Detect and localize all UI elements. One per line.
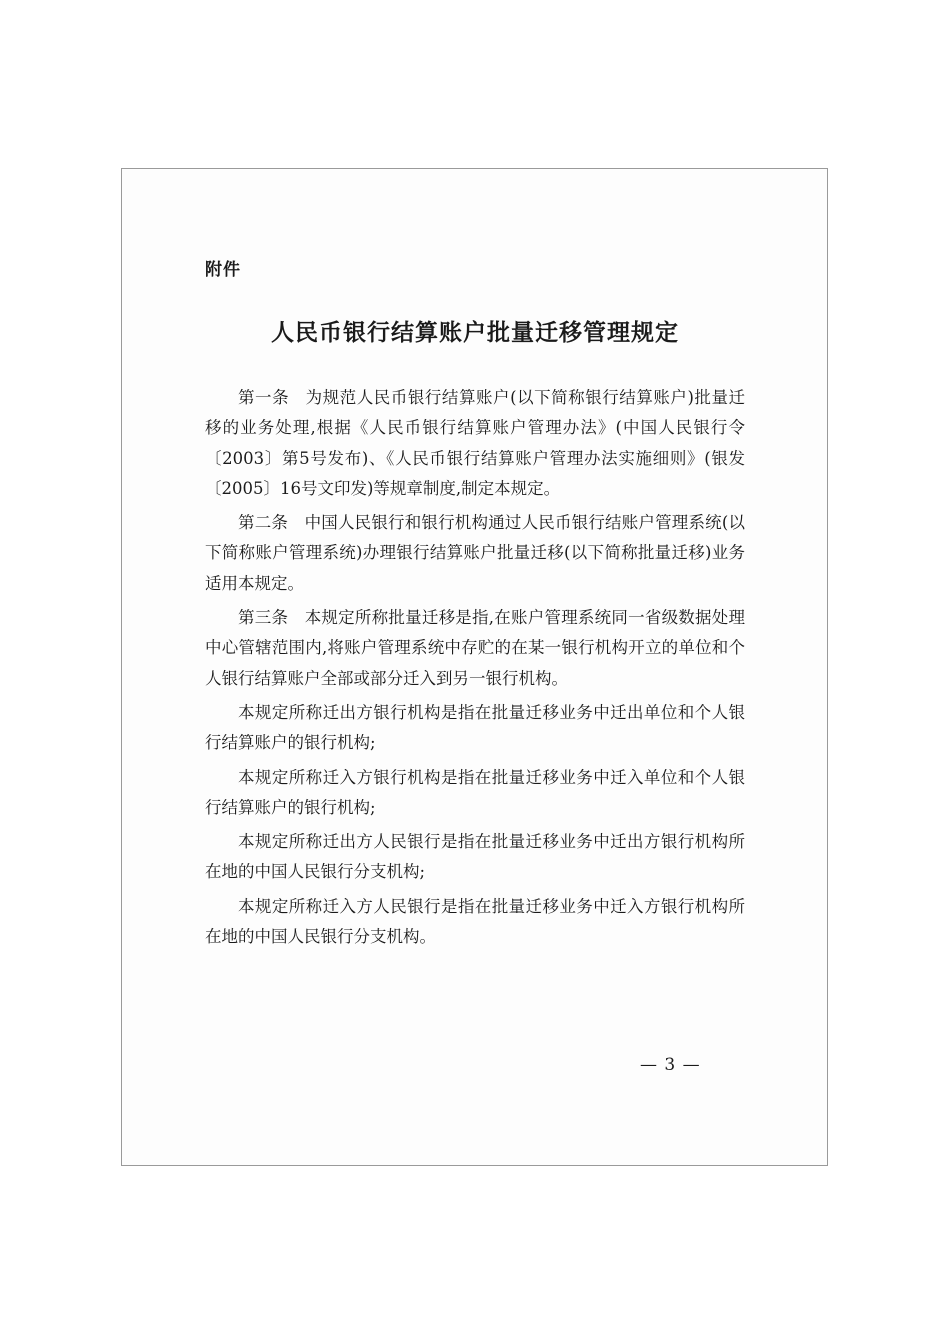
paragraph: [205, 508, 745, 599]
paragraph-text: 本规定所称迁出方银行机构是指在批量迁移业务中迁出单位和个人银行结算账户的银行机构;: [205, 702, 745, 753]
paragraph-text: 本规定所称迁出方人民银行是指在批量迁移业务中迁出方银行机构所在地的中国人民银行分支机构;: [205, 832, 745, 882]
paragraph-text: 中国人民银行和银行机构通过人民币银行结账户管理系统(以下简称账户管理系统)办理银行结算账户批量迁移(以下简称批量迁移)业务适用本规定。: [205, 513, 746, 593]
paragraph-text: 为规范人民币银行结算账户(以下简称银行结算账户)批量迁移的业务处理,根据《人民币银行结算账户管理办法》(中国人民银行令〔2003〕第5号发布)、《人民币银行结算账户管理办法实施细则》(银发〔2005〕16号文印发)等规章制度,制定本规定。: [205, 388, 746, 498]
article-number: 第三条: [238, 608, 289, 628]
paragraph: [205, 763, 745, 824]
paragraph: [205, 698, 745, 759]
page-number: — 3 —: [640, 1055, 701, 1075]
paragraph: [205, 603, 745, 694]
paragraph-text: 本规定所称批量迁移是指,在账户管理系统同一省级数据处理中心管辖范围内,将账户管理系统中存贮的在某一银行机构开立的单位和个人银行结算账户全部或部分迁入到另一银行机构。: [205, 608, 745, 688]
paragraph: [205, 827, 745, 888]
article-number: 第二条: [238, 513, 289, 533]
document-body: [205, 383, 745, 956]
paragraph: [205, 383, 745, 504]
paragraph-text: 本规定所称迁入方银行机构是指在批量迁移业务中迁入单位和个人银行结算账户的银行机构;: [205, 767, 745, 817]
article-number: 第一条: [238, 388, 290, 407]
paragraph-text: 本规定所称迁入方人民银行是指在批量迁移业务中迁入方银行机构所在地的中国人民银行分支机构。: [205, 896, 745, 947]
document-title: 人民币银行结算账户批量迁移管理规定: [271, 319, 679, 346]
paragraph: [205, 892, 745, 953]
attachment-label: 附件: [205, 260, 241, 280]
